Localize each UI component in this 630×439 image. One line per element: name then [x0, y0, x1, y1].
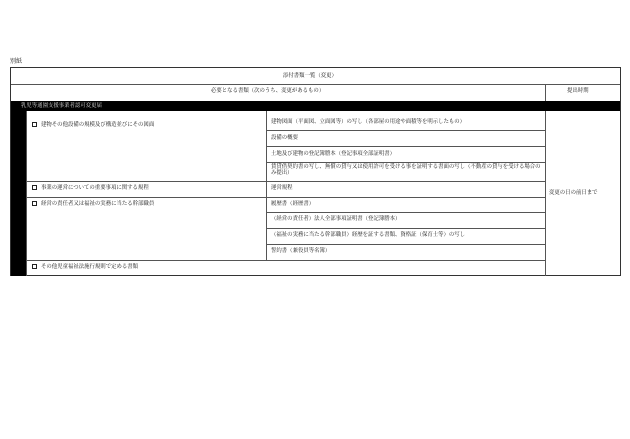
table-title: 添付書類一覧（変更）: [283, 73, 337, 79]
doc-land-register: 土地及び建物の登記簿謄本（登記事項全部証明書）: [271, 151, 395, 157]
left-indent-bar: [11, 111, 26, 276]
doc-building-drawing: 建物図面（平面図、立面図等）の写し（各部屋の用途や面積等を明示したもの）: [271, 119, 466, 125]
section-band: [11, 101, 620, 111]
checkbox-icon[interactable]: [32, 122, 37, 127]
item-label-regulations: 事業の運営についての重要事項に関する規程: [32, 185, 149, 191]
checkbox-icon[interactable]: [32, 185, 37, 190]
doc-equipment-overview: 設備の概要: [271, 135, 298, 141]
item-label-executives: 経営の責任者又は福祉の実務に当たる幹部職員: [32, 201, 154, 207]
submission-timing: 変更の日の前日まで: [549, 190, 598, 196]
attachment-note: 別紙: [10, 58, 23, 65]
attachment-table: [10, 67, 621, 276]
item-label-building: 建物その他設備の規模及び構造並びにその図面: [32, 122, 154, 128]
item-label-other: その他児童福祉法施行規則で定める書類: [32, 264, 138, 270]
doc-resume: 履歴書（経歴書）: [271, 201, 315, 207]
doc-lease-contract: 賃貸借契約書の写し、無償の貸与又は使用許可を受ける事を証明する書面の写し（不動産の貸与を受ける場合のみ提出）: [271, 164, 541, 177]
doc-operating-rules: 運営規程: [271, 185, 293, 191]
checkbox-icon[interactable]: [32, 201, 37, 206]
section-title: 乳児等通園支援事業者認可変更届: [21, 103, 102, 109]
doc-career-proof: （福祉の実務に当たる幹部職員）経歴を証する書類、資格証（保育士等）の写し: [271, 232, 466, 238]
checkbox-icon[interactable]: [32, 264, 37, 269]
header-timing: 提出時期: [567, 88, 589, 94]
header-docs: 必要となる書類（次のうち、変更があるもの）: [211, 88, 325, 94]
doc-pledge: 誓約書（兼役員等名簿）: [271, 248, 331, 254]
doc-corporate-register: （経営の責任者）法人全部事項証明書（登記簿謄本）: [271, 216, 401, 222]
